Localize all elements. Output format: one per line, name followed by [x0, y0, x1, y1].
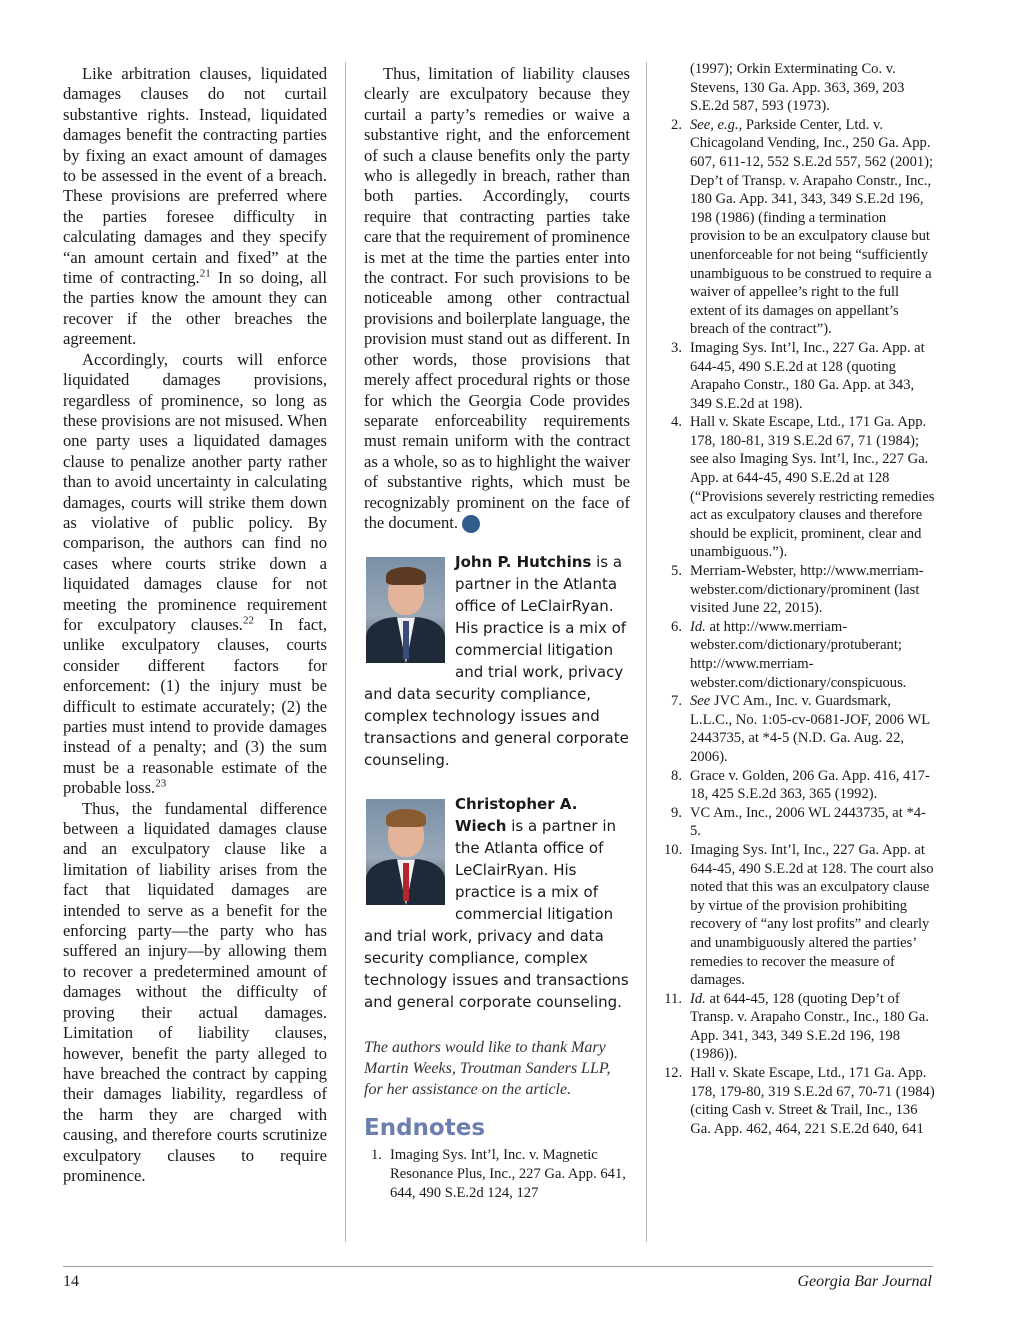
endnotes-list-continued	[664, 60, 936, 1138]
endnote-item: 2. See, e.g., Parkside Center, Ltd. v. Chicagoland Vending, Inc., 250 Ga. App. 607, 611-12, 552 S.E.2d 557, 562 (2001); Dep’t of Transp. v. Arapaho Constr., Inc., 180 Ga. App. 341, 343, 349 S.E.2d 196, 198 (1986) (finding a termination provision to be an exculpatory clause but unenforceable for not being “sufficiently unambiguous to be construed to require a waiver of appellee’s right to the full extent of its damages on appellant’s breach of the contract”).	[671, 116, 934, 338]
author-bio-wiech: Christopher A. Wiech is a partner in the Atlanta office of LeClairRyan. His practice is a mix of commercial litigation and trial work, privacy and data security compliance, complex technology issues and transactions and general corporate counseling.	[364, 795, 629, 1012]
author-bio-hutchins: John P. Hutchins is a partner in the Atlanta office of LeClairRyan. His practice is a mix of commercial litigation and trial work, privacy and data security compliance, complex technology issues and transactions and general corporate counseling.	[364, 553, 629, 770]
footnote-ref-22[interactable]: 22	[242, 614, 254, 627]
endnote-item: 6. Id. at http://www.merriam-webster.com/dictionary/protuberant; http://www.merriam-webster.com/dictionary/conspicuous.	[671, 618, 907, 691]
footnote-ref-23[interactable]: 23	[155, 777, 167, 790]
article-column-2	[364, 64, 630, 1202]
gbj-end-mark-icon: GBJ	[462, 515, 480, 533]
endnote-item: 3. Imaging Sys. Int’l, Inc., 227 Ga. App. at 644-45, 490 S.E.2d at 128 (quoting Arapaho Constr., 180 Ga. App. at 343, 349 S.E.2d at 198).	[671, 339, 925, 412]
endnote-item: 5. Merriam-Webster, http://www.merriam-webster.com/dictionary/prominent (last visited June 22, 2015).	[671, 563, 924, 617]
footer-divider	[63, 1266, 933, 1267]
endnote-item: 7. See JVC Am., Inc. v. Guardsmark, L.L.C., No. 1:05-cv-0681-JOF, 2006 WL 2443735, at *4-5 (N.D. Ga. Aug. 22, 2006).	[671, 693, 930, 765]
page-number: 14	[63, 1273, 79, 1290]
endnote-item: 9. VC Am., Inc., 2006 WL 2443735, at *4-5.	[671, 804, 926, 840]
endnote-item: 4. Hall v. Skate Escape, Ltd., 171 Ga. App. 178, 180-81, 319 S.E.2d 67, 71 (1984); see also Imaging Sys. Int’l, Inc., 227 Ga. App. at 644-45, 490 S.E.2d at 128 (“Provisions severely restricting remedies act as exculpatory clauses and therefore should be explicit, prominent, clear and unambiguous.”).	[671, 414, 935, 561]
acknowledgment: The authors would like to thank Mary Martin Weeks, Troutman Sanders LLP, for her assistance on the article.	[364, 1039, 611, 1099]
journal-title: Georgia Bar Journal	[797, 1273, 932, 1290]
article-column-3	[664, 60, 936, 1138]
author-photo-wiech	[366, 799, 445, 905]
paragraph-4: Thus, limitation of liability clauses clearly are exculpatory because they curtail a party’s remedies or waive a substantive right, and the enforcement of such a clause benefits only the party who is allegedly in breach, rather than both parties. Accordingly, courts require that contracting parties take care that the requirement of prominence is met at the time the parties enter into the contract. For such provisions to be noticeable among other contractual provisions and boilerplate language, the provision must stand out as different. In other words, those provisions that merely affect procedural rights or those for which the Georgia Code provides separate enforceability requirements must remain uniform with the contract as a whole, so as to highlight the waiver of substantive rights, which must be recognizably prominent on the face of the document. GBJ	[364, 64, 630, 532]
endnote-item: 10. Imaging Sys. Int’l, Inc., 227 Ga. App. at 644-45, 490 S.E.2d at 128. The court also noted that this was an exculpatory clause by virtue of the provision prohibiting recovery of “any lost profits” and clearly and unambiguously altered the parties’ remedies to recover the measure of damages.	[664, 841, 934, 989]
endnote-item: 8. Grace v. Golden, 206 Ga. App. 416, 417-18, 425 S.E.2d 363, 365 (1992).	[671, 767, 930, 803]
endnote-item: 1. Imaging Sys. Int’l, Inc. v. Magnetic Resonance Plus, Inc., 227 Ga. App. 641, 644, 490 S.E.2d 124, 127	[371, 1147, 626, 1201]
endnote-item: 12. Hall v. Skate Escape, Ltd., 171 Ga. App. 178, 179-80, 319 S.E.2d 67, 70-71 (1984) (citing Cash v. Street & Trail, Inc., 136 Ga. App. 462, 464, 221 S.E.2d 640, 641	[664, 1065, 935, 1137]
endnotes-list	[364, 1146, 630, 1202]
paragraph-2: Accordingly, courts will enforce liquidated damages provisions, regardless of prominence, so long as these provisions are not misused. When one party uses a liquidated damages clause to penalize another party rather than to avoid uncertainty in calculating damages, courts will strike them down as violative of public policy. By comparison, the authors can find no cases where courts strike down a liquidated damages clause for not meeting the prominence requirement for exculpatory clauses.$^{22}$ In fact, unlike exculpatory clauses, courts consider different factors for enforcement: (1) the injury must be difficult to estimate accurately; (2) the parties must intend to provide damages instead of a penalty; and (3) the sum must be a reasonable estimate of the probable loss.$^{23}$	[63, 349, 327, 798]
endnotes-heading: Endnotes	[364, 1115, 486, 1142]
author-name: John P. Hutchins	[455, 553, 592, 572]
endnote-item: 11. Id. at 644-45, 128 (quoting Dep’t of Transp. v. Arapaho Constr., Inc., 180 Ga. App. 341, 343, 349 S.E.2d 196, 198 (1986)).	[664, 990, 929, 1063]
column-divider-1	[345, 62, 346, 1242]
endnote-item: (1997); Orkin Exterminating Co. v. Stevens, 130 Ga. App. 363, 369, 203 S.E.2d 587, 593 (1973).	[690, 61, 905, 115]
footnote-ref-21[interactable]: 21	[199, 267, 211, 280]
author-photo-hutchins	[366, 557, 445, 663]
article-column-1	[63, 64, 327, 1186]
paragraph-3: Thus, the fundamental difference between a liquidated damages clause and an exculpatory clause like a limitation of liability arises from the fact that liquidated damages are intended to serve as a benefit for the enforcing party—the party who has suffered an injury—by allowing them to recover a predetermined amount of damages without the difficulty of proving their actual damages. Limitation of liability clauses, however, benefit the party alleged to have breached the contract by capping their damages liability, regardless of the harm they are charged with causing, and therefore courts scrutinize exculpatory clauses to require prominence.	[63, 798, 327, 1185]
author-name: Christopher A. Wiech	[455, 795, 578, 836]
column-divider-2	[646, 62, 647, 1242]
paragraph-1: Like arbitration clauses, liquidated damages clauses do not curtail substantive rights. Instead, liquidated damages benefit the contracting parties by fixing an exact amount of damages to be assessed in the event of a breach. These provisions are preferred where the parties foresee difficulty in calculating damages and they specify “an amount certain and fixed” at the time of contracting.$^{21}$ In so doing, all the parties know the amount they can recover if the other breaches the agreement.	[63, 64, 327, 349]
